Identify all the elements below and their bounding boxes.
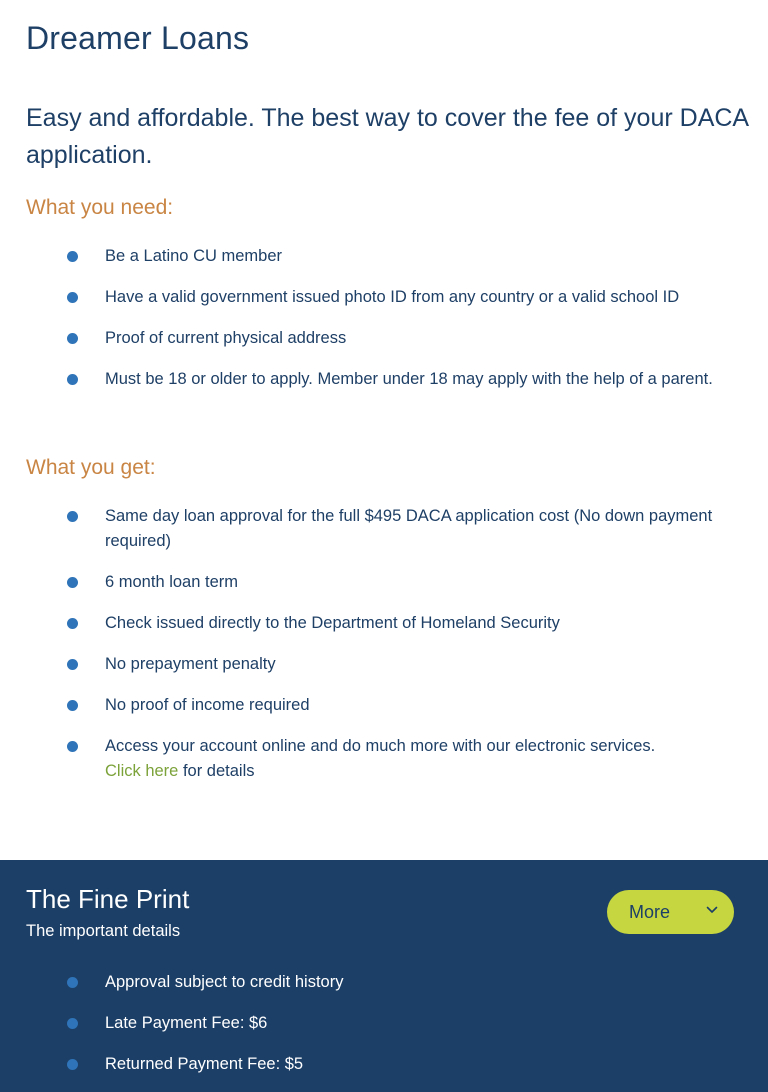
what-you-need-heading: What you need:	[26, 196, 174, 219]
list-item-text: Have a valid government issued photo ID from any country or a valid school ID	[105, 288, 680, 306]
bullet-icon	[67, 977, 78, 988]
fine-print-section	[0, 860, 768, 1092]
chevron-down-icon	[706, 904, 718, 916]
click-here-link[interactable]: Click here	[105, 762, 179, 780]
list-item	[0, 285, 768, 310]
fine-print-list	[0, 970, 768, 1092]
list-item-text: Returned Payment Fee: $5	[105, 1055, 304, 1073]
list-item-text: 6 month loan term	[105, 573, 238, 591]
bullet-icon	[67, 374, 78, 385]
bullet-icon	[67, 251, 78, 262]
more-button-label: More	[629, 901, 671, 922]
list-item	[0, 367, 768, 392]
list-item	[0, 611, 768, 636]
link-suffix-text: for details	[178, 762, 255, 780]
list-item-text: No proof of income required	[105, 696, 310, 714]
list-item-text: Proof of current physical address	[105, 329, 347, 347]
what-you-need-list	[0, 244, 768, 408]
bullet-icon	[67, 511, 78, 522]
bullet-icon	[67, 292, 78, 303]
list-item-text: Approval subject to credit history	[105, 973, 344, 991]
page-title: Dreamer Loans	[26, 20, 250, 56]
list-item	[0, 504, 768, 554]
fine-print-subtitle: The important details	[26, 922, 181, 940]
list-item	[0, 693, 768, 718]
bullet-icon	[67, 1059, 78, 1070]
bullet-icon	[67, 333, 78, 344]
bullet-icon	[67, 659, 78, 670]
list-item-text: Access your account online and do much more with our electronic services.	[105, 737, 656, 755]
list-item	[0, 652, 768, 677]
list-item-text: Late Payment Fee: $6	[105, 1014, 268, 1032]
what-you-get-heading: What you get:	[26, 456, 156, 479]
more-button[interactable]	[607, 890, 734, 934]
bullet-icon	[67, 1018, 78, 1029]
list-item	[0, 970, 768, 995]
bullet-icon	[67, 700, 78, 711]
list-item	[0, 1052, 768, 1077]
list-item	[0, 734, 768, 784]
bullet-icon	[67, 577, 78, 588]
list-item	[0, 1011, 768, 1036]
list-item-text: Must be 18 or older to apply. Member under 18 may apply with the help of a parent.	[105, 370, 713, 388]
list-item	[0, 570, 768, 595]
list-item-text: Check issued directly to the Department of Homeland Security	[105, 614, 560, 632]
list-item-text: No prepayment penalty	[105, 655, 276, 673]
intro-text: Easy and affordable. The best way to cover the fee of your DACA application.	[26, 104, 748, 169]
what-you-get-list	[0, 504, 768, 800]
bullet-icon	[67, 741, 78, 752]
list-item-text: Be a Latino CU member	[105, 247, 282, 265]
list-item	[0, 244, 768, 269]
list-item	[0, 326, 768, 351]
list-item-text: Same day loan approval for the full $495 DACA application cost (No down payment required)	[105, 507, 713, 550]
fine-print-title: The Fine Print	[26, 884, 190, 914]
bullet-icon	[67, 618, 78, 629]
